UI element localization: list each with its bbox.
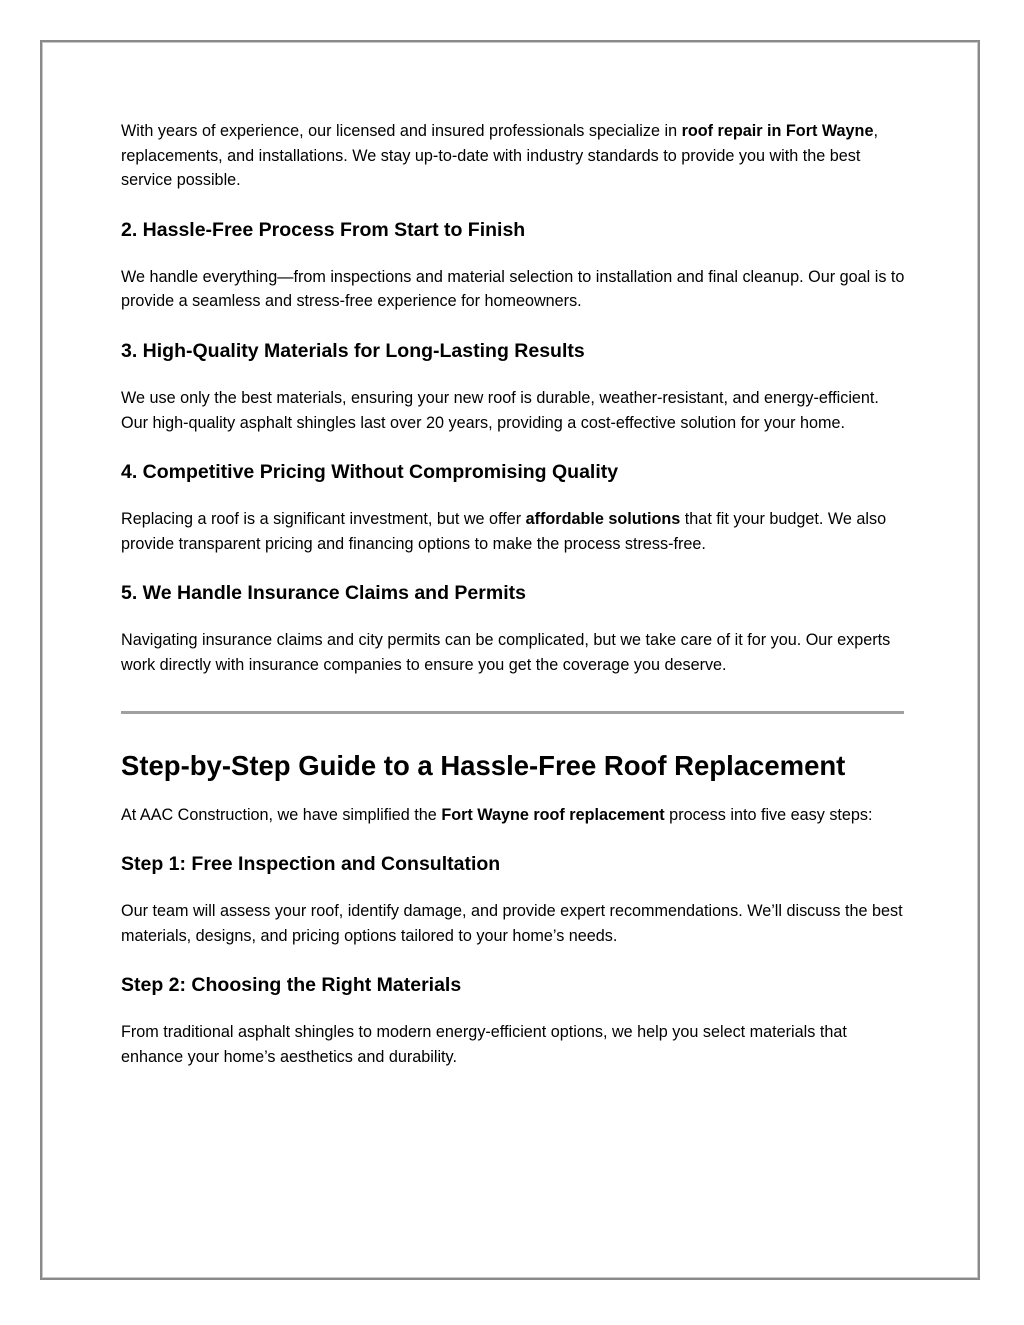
section-body-insurance: Navigating insurance claims and city permits can be complicated, but we take care of it for you. Our experts work directly with insurance companies to ensure you get the coverage you deserve.	[121, 631, 891, 674]
step-heading-1: Step 1: Free Inspection and Consultation	[121, 853, 501, 876]
guide-title: Step-by-Step Guide to a Hassle-Free Roof Replacement	[121, 749, 846, 781]
section-body-pricing: Replacing a roof is a significant investment, but we offer affordable solutions that fit your budget. We also provide transparent pricing and financing options to make the process stress-free.	[121, 510, 887, 553]
intro-keyword: roof repair in Fort Wayne	[681, 122, 874, 140]
step-body-2: From traditional asphalt shingles to modern energy-efficient options, we help you select materials that enhance your home’s aesthetics and durability.	[121, 1023, 847, 1066]
step-heading-2: Step 2: Choosing the Right Materials	[121, 974, 462, 997]
section-body-materials: We use only the best materials, ensuring your new roof is durable, weather-resistant, and energy-efficient. Our high-quality asphalt shingles last over 20 years, providing a cost-effective solution for your home.	[121, 388, 879, 432]
step-body-1: Our team will assess your roof, identify damage, and provide expert recommendations. We’ll discuss the best materials, designs, and pricing options tailored to your home’s needs.	[121, 902, 903, 945]
section-heading-pricing: 4. Competitive Pricing Without Compromising Quality	[121, 461, 619, 484]
section-heading-materials: 3. High-Quality Materials for Long-Lasting Results	[121, 339, 585, 362]
document-content	[121, 119, 906, 1070]
horizontal-divider	[121, 711, 904, 714]
section-body-process: We handle everything—from inspections and material selection to installation and final cleanup. Our goal is to provide a seamless and stress-free experience for homeowners.	[121, 267, 905, 311]
section-heading-process: 2. Hassle-Free Process From Start to Finish	[121, 218, 526, 241]
guide-intro: At AAC Construction, we have simplified the Fort Wayne roof replacement process into five easy steps:	[121, 805, 873, 824]
intro-paragraph: With years of experience, our licensed and insured professionals specialize in roof repair in Fort Wayne, replacements, and installations. We stay up-to-date with industry standards to provide you with the best service possible.	[121, 122, 878, 190]
guide-keyword: Fort Wayne roof replacement	[441, 805, 665, 824]
section-heading-insurance: 5. We Handle Insurance Claims and Permits	[121, 582, 526, 605]
pricing-keyword: affordable solutions	[525, 510, 681, 529]
